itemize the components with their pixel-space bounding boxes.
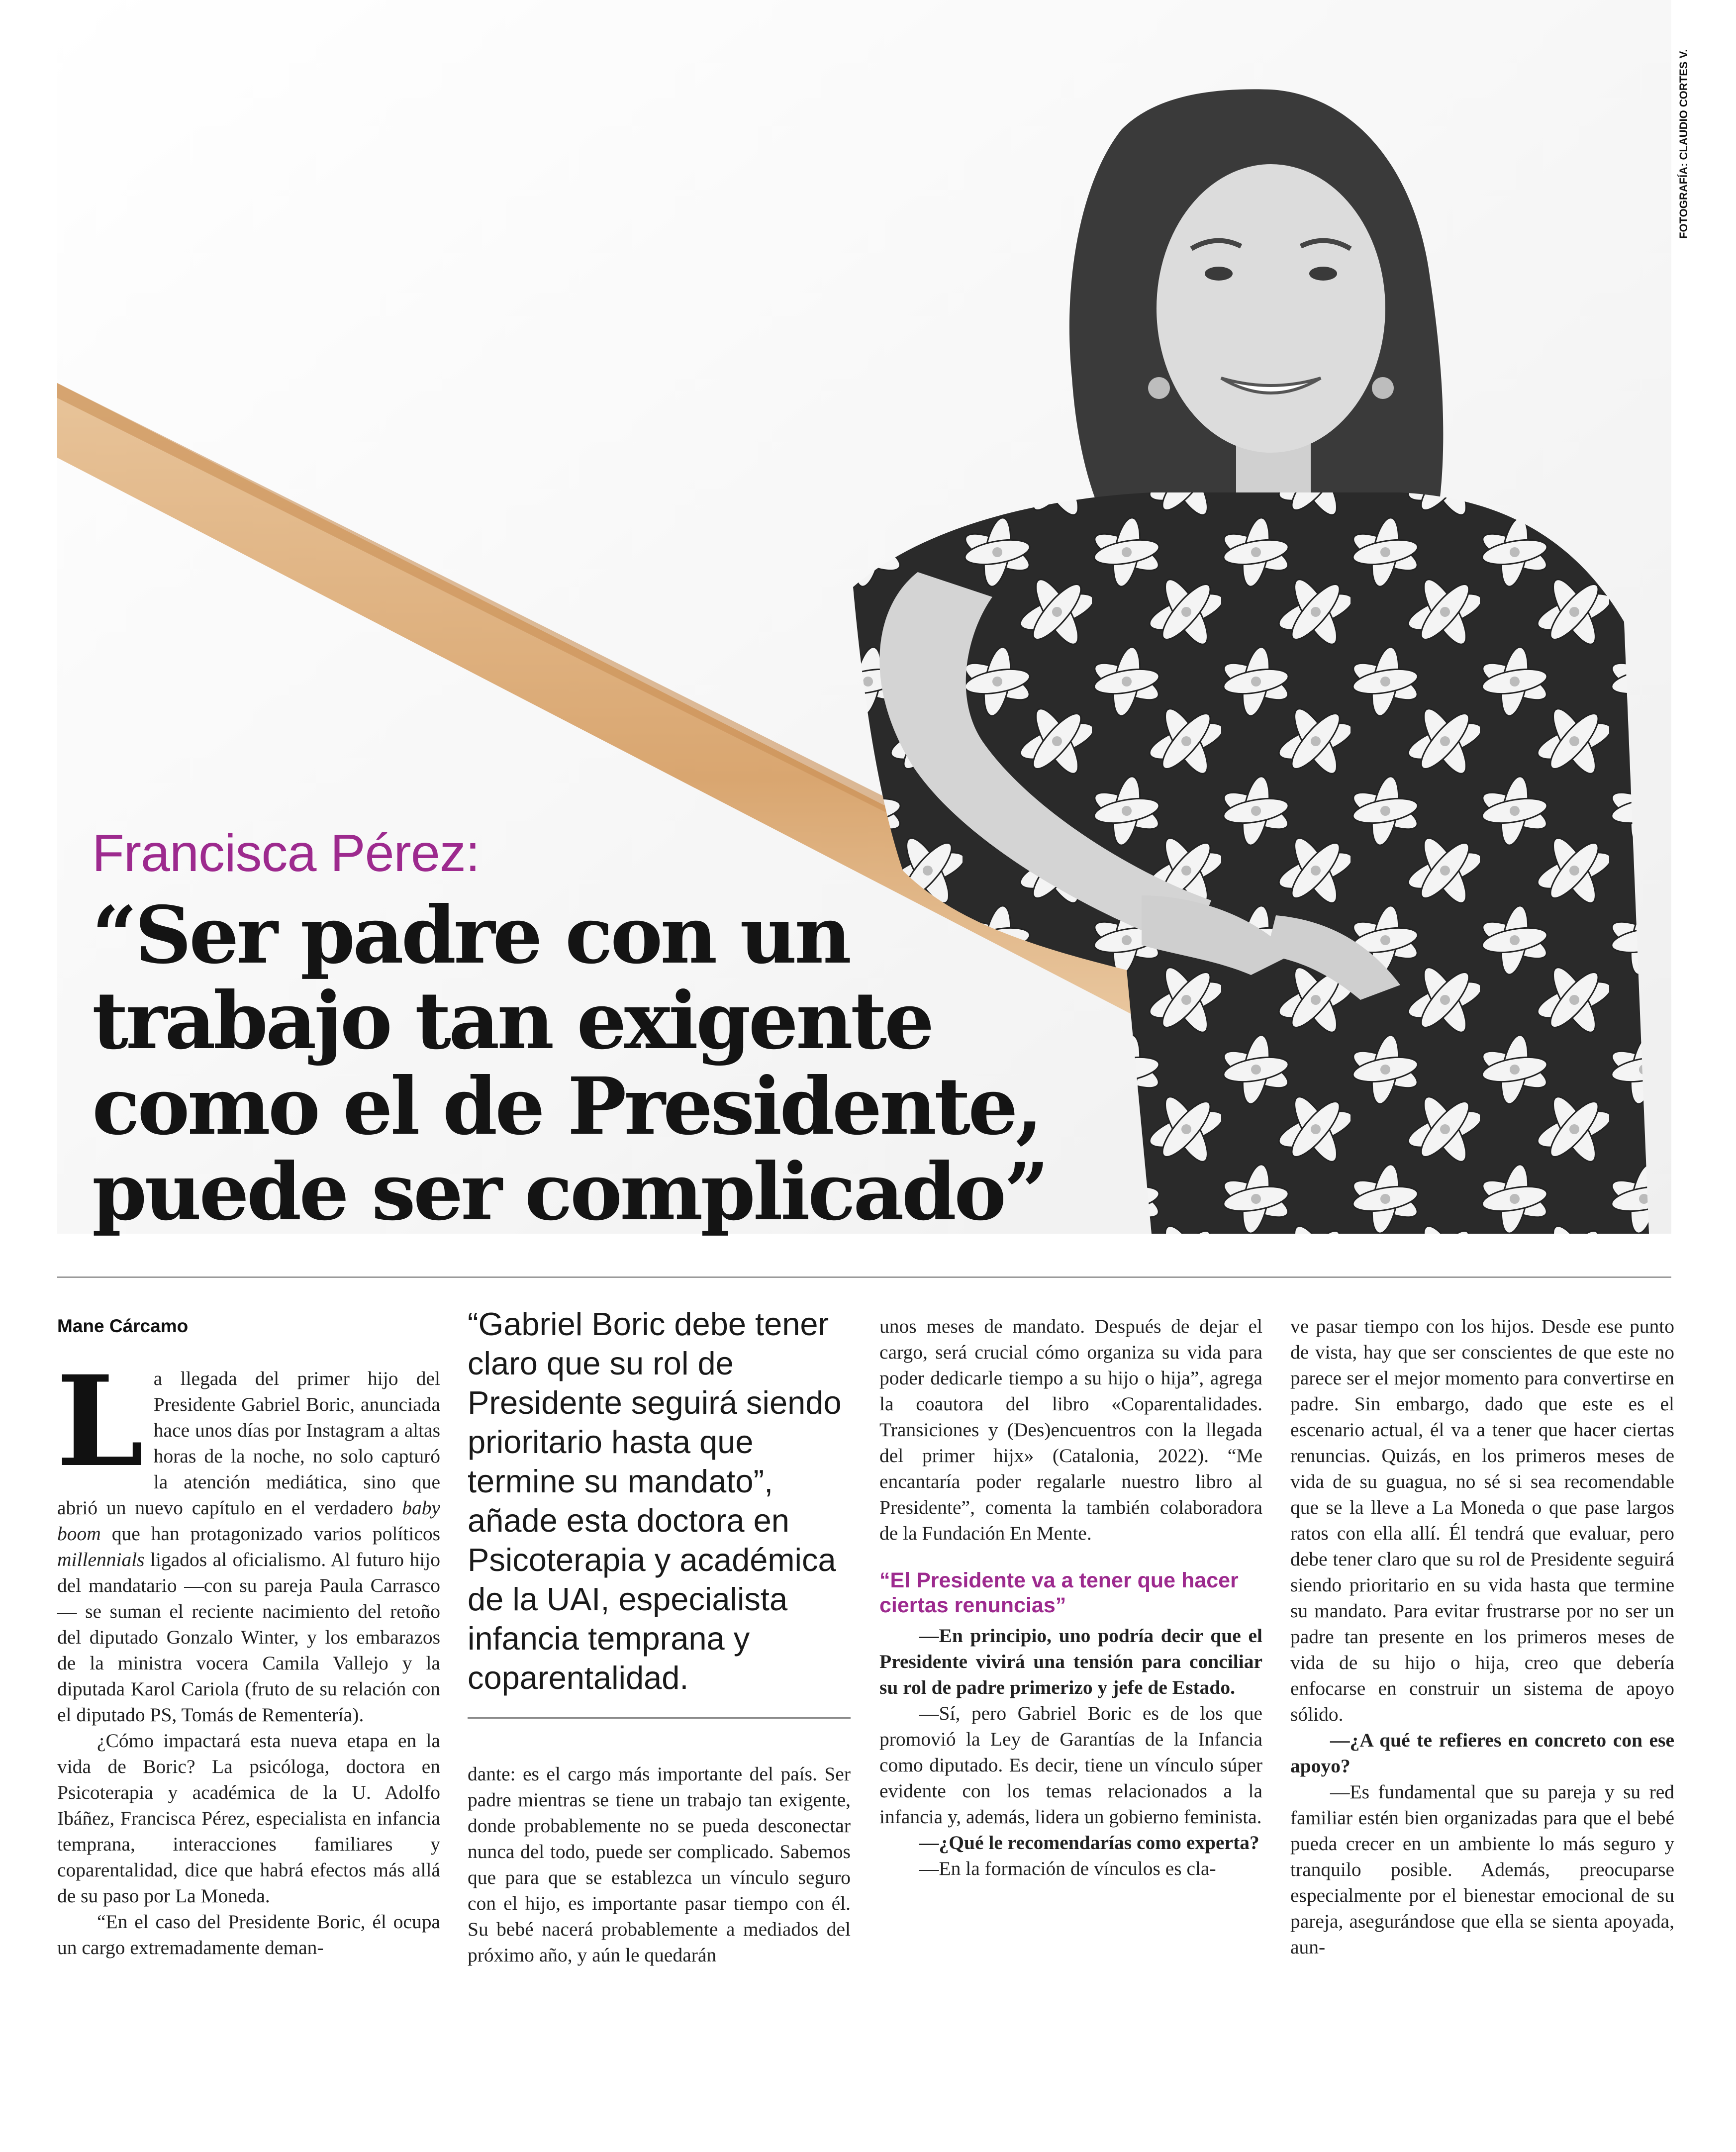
headline-line: puede ser complicado”	[92, 1146, 1047, 1238]
article-paragraph: unos meses de mandato. Después de dejar el cargo, será crucial cómo organiza su vida para poder dedicarle tiempo a su hijo o hija”, agrega la coautora del libro «Coparentalidades. Transiciones y (Des)encuentros con la llegada del primer hijx» (Catalonia, 2022). “Me encantaría poder regalarle nuestro libro al Presidente”, comenta la también colaboradora de la Fundación En Mente.	[879, 1315, 1262, 1544]
interview-answer: —Es fundamental que su pareja y su red familiar estén bien organizadas para que el bebé pueda crecer en un ambiente lo más seguro y tranquilo posible. Además, preocuparse especialmente por el bienestar emocional de su pareja, asegurándose que ella se sienta apoyada, aun-	[1290, 1781, 1674, 1958]
article-column-1	[56, 1348, 440, 1960]
article-paragraph: ¿Cómo impactará esta nueva etapa en la vida de Boric? La psicóloga, doctora en Psicoterapia y académica de la U. Adolfo Ibáñez, Francisca Pérez, especialista en infancia temprana, interacciones familiares y coparentalidad, dice que habrá efectos más allá de su paso por La Moneda.	[57, 1730, 440, 1907]
text-run: que han protagonizado varios políticos	[100, 1523, 440, 1545]
photo-credit: FOTOGRAFÍA: CLAUDIO CORTES V.	[1677, 49, 1690, 239]
interview-question: —¿A qué te refieres en concreto con ese apoyo?	[1290, 1729, 1674, 1777]
interview-question: —En principio, uno podría decir que el Presidente vivirá una tensión para conciliar su rol de padre primerizo y jefe de Estado.	[879, 1625, 1262, 1698]
article-column-3	[879, 1313, 1262, 1881]
kicker-name: Francisca Pérez:	[92, 824, 480, 882]
pull-quote-divider	[468, 1717, 851, 1719]
byline: Mane Cárcamo	[57, 1316, 189, 1336]
italic-term: baby boom	[57, 1497, 440, 1545]
drop-cap: L	[56, 1348, 144, 1494]
headline-line: “Ser padre con un	[92, 889, 850, 981]
article-paragraph	[56, 1348, 440, 1728]
article-column-4	[1290, 1313, 1674, 1960]
headline-line: trabajo tan exigente	[92, 975, 932, 1067]
text-run: ligados al oficialismo. Al futuro hijo del mandatario —con su pareja Paula Carrasco— se suman el reciente nacimiento del retoño del diputado Gonzalo Winter, y los embarazos de la ministra vocera Camila Vallejo y la diputada Karol Cariola (fruto de su relación con el diputado PS, Tomás de Rementería).	[57, 1549, 440, 1726]
pull-quote: “Gabriel Boric debe tener claro que su rol de Presidente seguirá siendo prioritario hasta que termine su mandato”, añade esta doctora en Psicoterapia y académica de la UAI, especialista infancia temprana y coparentalidad.	[468, 1306, 842, 1696]
interview-question: —¿Qué le recomendarías como experta?	[919, 1832, 1259, 1854]
interview-answer: —En la formación de vínculos es cla-	[919, 1858, 1216, 1879]
interview-answer: —Sí, pero Gabriel Boric es de los que promovió la Ley de Garantías de la Infancia como diputado. Es decir, tiene un vínculo súper evidente con los temas relacionados a la infancia y, además, lidera un gobierno feminista.	[879, 1702, 1262, 1828]
italic-term: millennials	[57, 1549, 145, 1570]
article-paragraph: ve pasar tiempo con los hijos. Desde ese punto de vista, hay que ser conscientes de que este no parece ser el mejor momento para convertirse en padre. Sin embargo, dado que este es el escenario actual, él va a tener que hacer ciertas renuncias. Quizás, en los primeros meses de vida de su guagua, no sé si sea recomendable que se la lleve a La Moneda o que pase largos ratos con ella allí. Él tendrá que evaluar, pero debe tener claro que su rol de Presidente seguirá siendo prioritario en su vida hasta que termine su mandato. Para evitar frustrarse por no ser un padre tan presente en los primeros meses de vida de su hijo o hija, creo que debería enfocarse en construir un sistema de apoyo sólido.	[1290, 1315, 1674, 1725]
section-divider	[57, 1276, 1671, 1278]
text-run: a llegada del primer hijo del Presidente Gabriel Boric, anunciada hace unos días por Instagram a altas horas de la noche, no solo capturó la atención mediática, sino que abrió un nuevo capítulo en el verdadero	[57, 1368, 440, 1519]
headline	[92, 889, 1137, 1238]
section-subhead: “El Presidente va a tener que hacer ciertas renuncias”	[879, 1568, 1239, 1617]
headline-line: como el de Presidente,	[92, 1061, 1041, 1153]
article-paragraph: “En el caso del Presidente Boric, él ocupa un cargo extremadamente deman-	[57, 1911, 440, 1958]
article-paragraph: dante: es el cargo más importante del país. Ser padre mientras se tiene un trabajo tan exigente, donde probablemente no se pueda desconectar nunca del todo, puede ser complicado. Sabemos que para que se establezca un vínculo seguro con el hijo, es importante pasar tiempo con él. Su bebé nacerá probablemente a mediados del próximo año, y aún le quedarán	[468, 1763, 851, 1966]
article-column-2	[468, 1761, 851, 1968]
